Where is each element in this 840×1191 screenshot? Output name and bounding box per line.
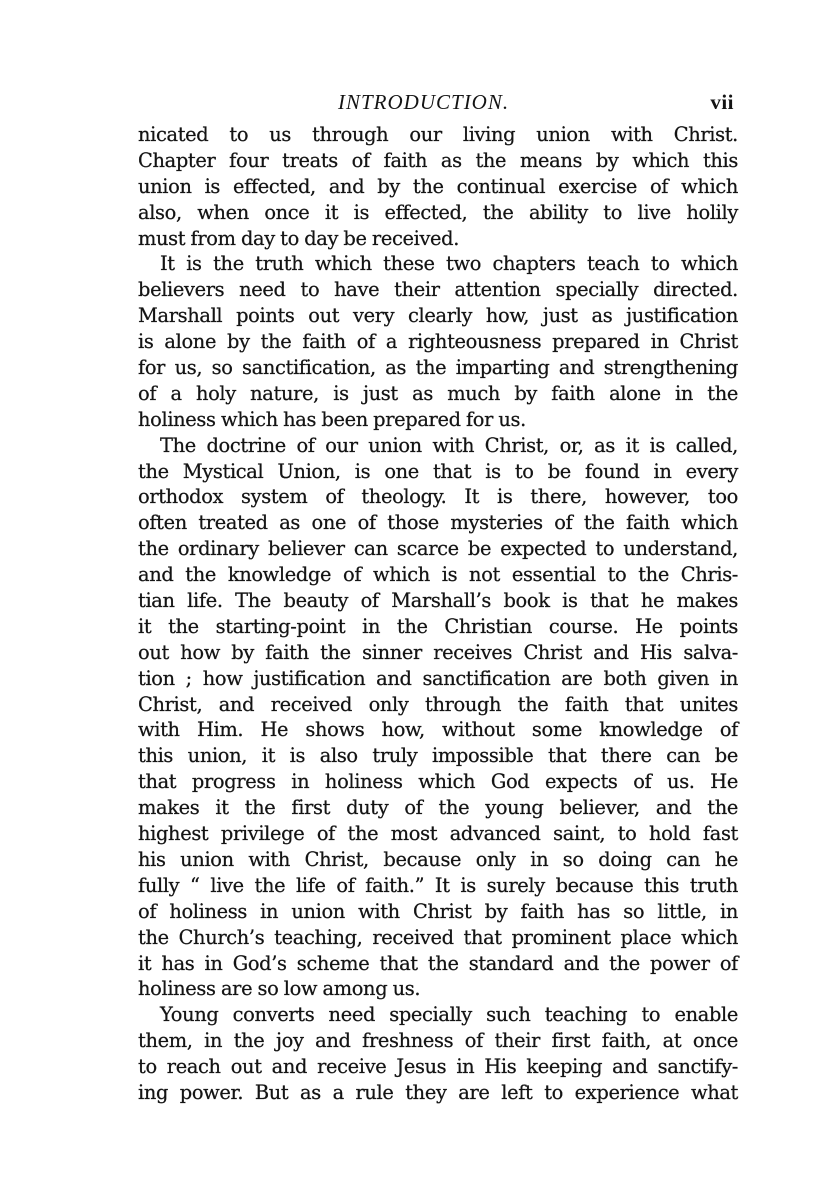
page-number: vii [710, 90, 734, 114]
text-line: Christ, and received only through the faith that unites [138, 692, 738, 716]
text-line: It is the truth which these two chapters teach to which [160, 252, 738, 276]
book-page [138, 88, 738, 1106]
text-line: with Him. He shows how, without some knowledge of [138, 718, 738, 742]
paragraph [138, 251, 738, 432]
text-line: highest privilege of the most advanced saint, to hold fast [138, 822, 738, 846]
text-line: his union with Christ, because only in so doing can he [138, 847, 738, 871]
text-line: to reach out and receive Jesus in His keeping and sanctify- [138, 1055, 738, 1079]
text-line: the ordinary believer can scarce be expected to understand, [138, 537, 738, 561]
text-line: fully “ live the life of faith.” It is surely because this truth [138, 873, 738, 897]
text-line: must from day to day be received. [138, 226, 460, 250]
text-line: them, in the joy and freshness of their first faith, at once [138, 1029, 738, 1053]
text-line: tion ; how justification and sanctification are both given in [138, 666, 738, 690]
text-line: nicated to us through our living union with Christ. [138, 123, 738, 146]
text-line: it the starting-point in the Christian course. He points [138, 614, 738, 638]
running-title: INTRODUCTION. [338, 90, 510, 114]
text-line: also, when once it is effected, the ability to live holily [138, 200, 738, 224]
text-line: Young converts need specially such teaching to enable [160, 1003, 738, 1027]
text-line: it has in God’s scheme that the standard and the power of [138, 951, 738, 975]
paragraph [138, 1002, 738, 1106]
paragraph [138, 433, 738, 1003]
text-line: holiness are so low among us. [138, 977, 421, 1001]
text-line: tian life. The beauty of Marshall’s book is that he makes [138, 589, 738, 613]
running-header [138, 88, 738, 122]
text-line: the Church’s teaching, received that prominent place which [138, 925, 738, 949]
text-line: Marshall points out very clearly how, just as justification [138, 304, 738, 328]
text-line: orthodox system of theology. It is there, however, too [138, 485, 738, 509]
text-line: The doctrine of our union with Christ, or, as it is called, [160, 433, 738, 457]
body-text [138, 122, 738, 1106]
paragraph [138, 122, 738, 251]
text-line: is alone by the faith of a righteousness prepared in Christ [138, 330, 738, 354]
text-line: holiness which has been prepared for us. [138, 407, 526, 431]
text-line: and the knowledge of which is not essential to the Chris- [138, 563, 738, 587]
text-line: of a holy nature, is just as much by faith alone in the [138, 381, 738, 405]
text-line: Chapter four treats of faith as the means by which this [138, 148, 738, 172]
text-line: that progress in holiness which God expects of us. He [138, 770, 738, 794]
text-line: believers need to have their attention specially directed. [138, 278, 738, 302]
text-line: union is effected, and by the continual exercise of which [138, 174, 738, 198]
text-line: the Mystical Union, is one that is to be found in every [138, 459, 738, 483]
text-line: of holiness in union with Christ by faith has so little, in [138, 899, 738, 923]
text-line: for us, so sanctification, as the imparting and strengthening [138, 356, 738, 380]
text-line: this union, it is also truly impossible that there can be [138, 744, 738, 768]
text-line: makes it the first duty of the young believer, and the [138, 796, 738, 820]
text-line: out how by faith the sinner receives Christ and His salva- [138, 640, 738, 664]
text-line: ing power. But as a rule they are left to experience what [138, 1080, 738, 1104]
text-line: often treated as one of those mysteries of the faith which [138, 511, 738, 535]
